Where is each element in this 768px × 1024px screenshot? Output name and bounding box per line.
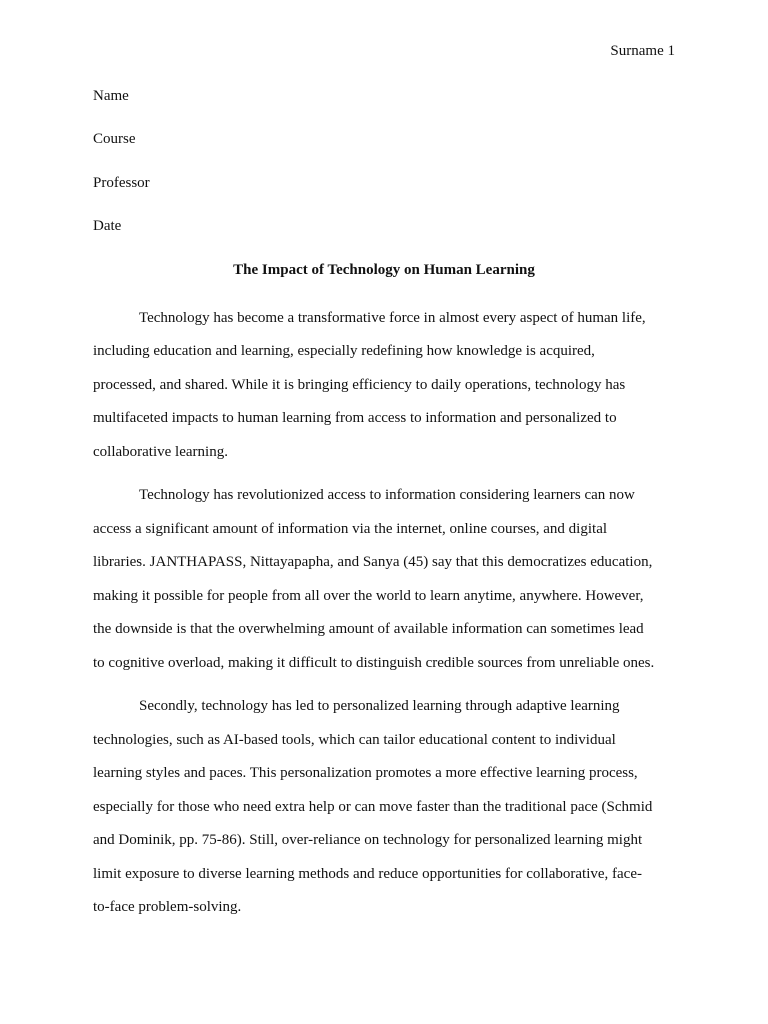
student-name: Name — [93, 88, 129, 104]
paragraph-line: Secondly, technology has led to personalized learning through adaptive learning — [139, 698, 620, 715]
running-head: Surname 1 — [610, 43, 675, 59]
document-title: The Impact of Technology on Human Learning — [233, 261, 535, 278]
document-body — [93, 85, 675, 935]
paragraph-line: learning styles and paces. This personalization promotes a more effective learning process, — [93, 765, 638, 782]
paragraph-line: collaborative learning. — [93, 443, 228, 460]
paragraph-introduction — [93, 302, 675, 470]
paragraph-line: including education and learning, especially redefining how knowledge is acquired, — [93, 343, 595, 360]
paragraph-line: Technology has revolutionized access to information considering learners can now — [139, 487, 635, 504]
paragraph-line: libraries. JANTHAPASS, Nittayapapha, and Sanya (45) say that this democratizes education, — [93, 554, 653, 571]
paragraph-access-to-information — [93, 479, 675, 680]
paragraph-line: limit exposure to diverse learning methods and reduce opportunities for collaborative, face- — [93, 865, 642, 882]
paragraph-line: to cognitive overload, making it difficult to distinguish credible sources from unreliable ones. — [93, 654, 655, 671]
professor-name: Professor — [93, 174, 150, 191]
paragraph-line: and Dominik, pp. 75-86). Still, over-reliance on technology for personalized learning might — [93, 832, 643, 849]
paragraph-line: making it possible for people from all over the world to learn anytime, anywhere. However, — [93, 587, 644, 604]
date-line: Date — [93, 218, 122, 235]
course-name: Course — [93, 131, 136, 148]
paragraph-line: multifaceted impacts to human learning from access to information and personalized to — [93, 410, 617, 427]
paragraph-line: the downside is that the overwhelming amount of available information can sometimes lead — [93, 621, 644, 638]
paragraph-line: to-face problem-solving. — [93, 899, 242, 916]
paragraph-line: access a significant amount of information via the internet, online courses, and digital — [93, 520, 608, 537]
paragraph-line: Technology has become a transformative force in almost every aspect of human life, — [139, 309, 646, 326]
paragraph-line: technologies, such as AI-based tools, which can tailor educational content to individual — [93, 731, 616, 748]
paragraph-line: especially for those who need extra help or can move faster than the traditional pace (Schmid — [93, 798, 653, 815]
paragraph-personalized-learning — [93, 690, 675, 925]
paragraph-line: processed, and shared. While it is bringing efficiency to daily operations, technology has — [93, 376, 626, 393]
